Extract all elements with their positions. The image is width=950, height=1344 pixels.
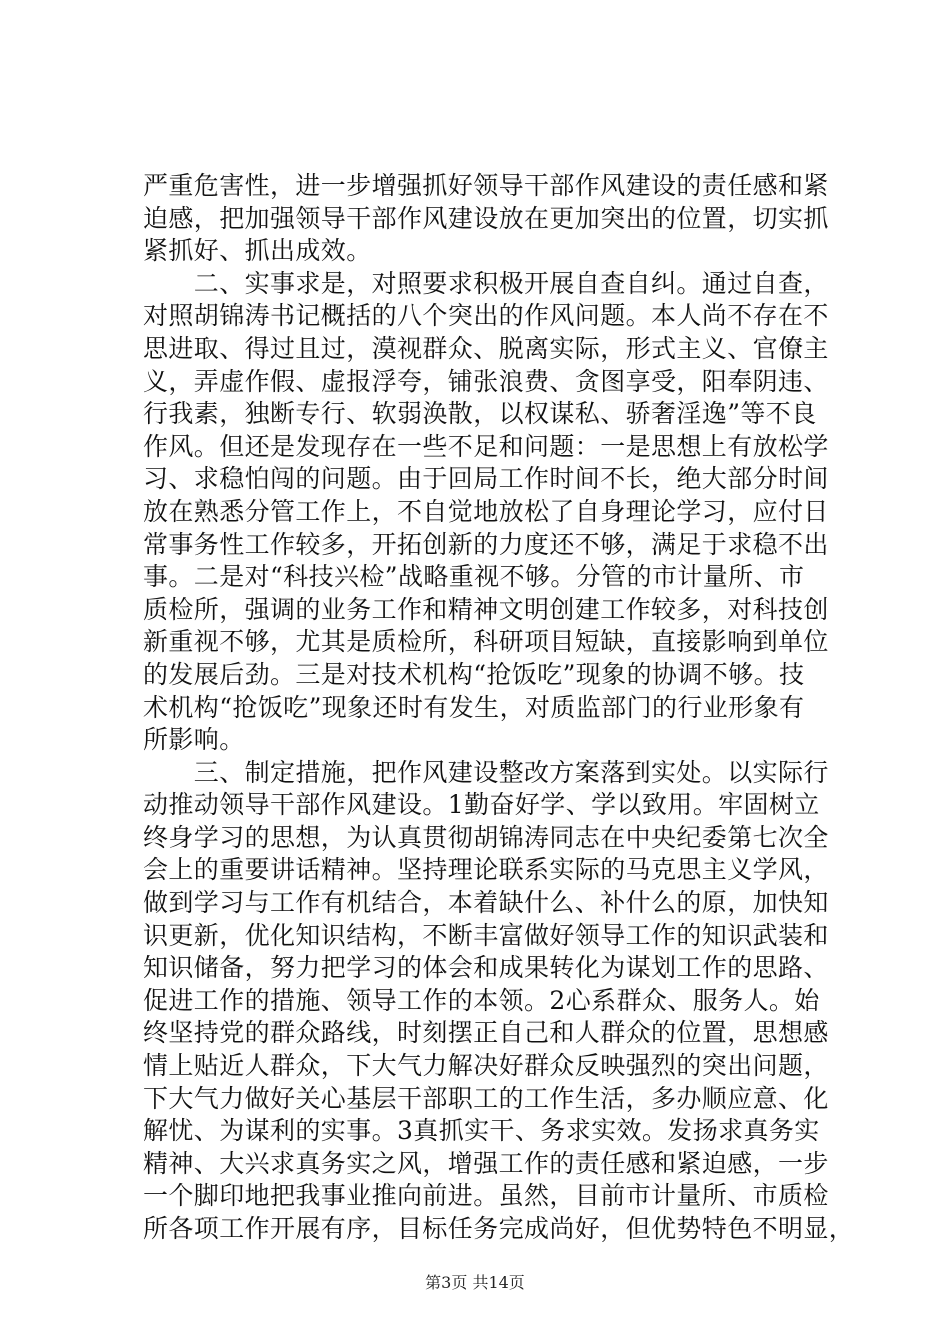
- text-line: 作风。但还是发现存在一些不足和问题：一是思想上有放松学: [143, 431, 829, 461]
- text-line: 做到学习与工作有机结合，本着缺什么、补什么的原，加快知: [143, 888, 829, 918]
- text-line: 习、求稳怕闯的问题。由于回局工作时间不长，绝大部分时间: [143, 464, 829, 494]
- text-line: 下大气力做好关心基层干部职工的工作生活，多办顺应意、化: [143, 1083, 829, 1113]
- text-line: 迫感，把加强领导干部作风建设放在更加突出的位置，切实抓: [143, 203, 829, 233]
- text-line: 质检所，强调的业务工作和精神文明创建工作较多，对科技创: [143, 594, 829, 624]
- text-line: 情上贴近人群众，下大气力解决好群众反映强烈的突出问题，: [143, 1051, 829, 1081]
- body-text: [143, 170, 855, 1246]
- text-line: 三、制定措施，把作风建设整改方案落到实处。以实际行: [143, 757, 829, 787]
- text-line: 解忧、为谋利的实事。3真抓实干、务求实效。发扬求真务实: [143, 1116, 820, 1146]
- text-line: 一个脚印地把我事业推向前进。虽然，目前市计量所、市质检: [143, 1181, 829, 1211]
- text-line: 行我素，独断专行、软弱涣散，以权谋私、骄奢淫逸”等不良: [143, 399, 817, 429]
- text-line: 义，弄虚作假、虚报浮夸，铺张浪费、贪图享受，阳奉阴违、: [143, 366, 829, 396]
- text-line: 新重视不够，尤其是质检所，科研项目短缺，直接影响到单位: [143, 627, 829, 657]
- text-line: 事。二是对“科技兴检”战略重视不够。分管的市计量所、市: [143, 562, 805, 592]
- text-line: 严重危害性，进一步增强抓好领导干部作风建设的责任感和紧: [143, 171, 829, 200]
- text-line: 思进取、得过且过，漠视群众、脱离实际，形式主义、官僚主: [143, 333, 829, 363]
- text-line: 识更新，优化知识结构，不断丰富做好领导工作的知识武装和: [143, 920, 829, 950]
- text-line: 二、实事求是，对照要求积极开展自查自纠。通过自查，: [143, 268, 829, 298]
- text-line: 所各项工作开展有序，目标任务完成尚好，但优势特色不明显，: [143, 1214, 855, 1243]
- text-line: 放在熟悉分管工作上，不自觉地放松了自身理论学习，应付日: [143, 496, 829, 526]
- text-line: 终身学习的思想，为认真贯彻胡锦涛同志在中央纪委第七次全: [143, 822, 829, 852]
- text-line: 精神、大兴求真务实之风，增强工作的责任感和紧迫感，一步: [143, 1148, 829, 1178]
- text-line: 会上的重要讲话精神。坚持理论联系实际的马克思主义学风，: [143, 855, 829, 885]
- text-line: 术机构“抢饭吃”现象还时有发生，对质监部门的行业形象有: [143, 692, 805, 722]
- text-line: 终坚持党的群众路线，时刻摆正自己和人群众的位置，思想感: [143, 1018, 829, 1048]
- text-line: 的发展后劲。三是对技术机构“抢饭吃”现象的协调不够。技: [143, 659, 805, 689]
- text-line: 知识储备，努力把学习的体会和成果转化为谋划工作的思路、: [143, 953, 829, 983]
- text-line: 对照胡锦涛书记概括的八个突出的作风问题。本人尚不存在不: [143, 301, 829, 331]
- text-line: 常事务性工作较多，开拓创新的力度还不够，满足于求稳不出: [143, 529, 829, 559]
- text-line: 所影响。: [143, 725, 245, 755]
- text-line: 紧抓好、抓出成效。: [143, 236, 372, 266]
- page-number-footer: 第3页 共14页: [425, 1273, 525, 1292]
- text-line: 促进工作的措施、领导工作的本领。2心系群众、服务人。始: [143, 985, 820, 1015]
- text-line: 动推动领导干部作风建设。1勤奋好学、学以致用。牢固树立: [143, 790, 820, 820]
